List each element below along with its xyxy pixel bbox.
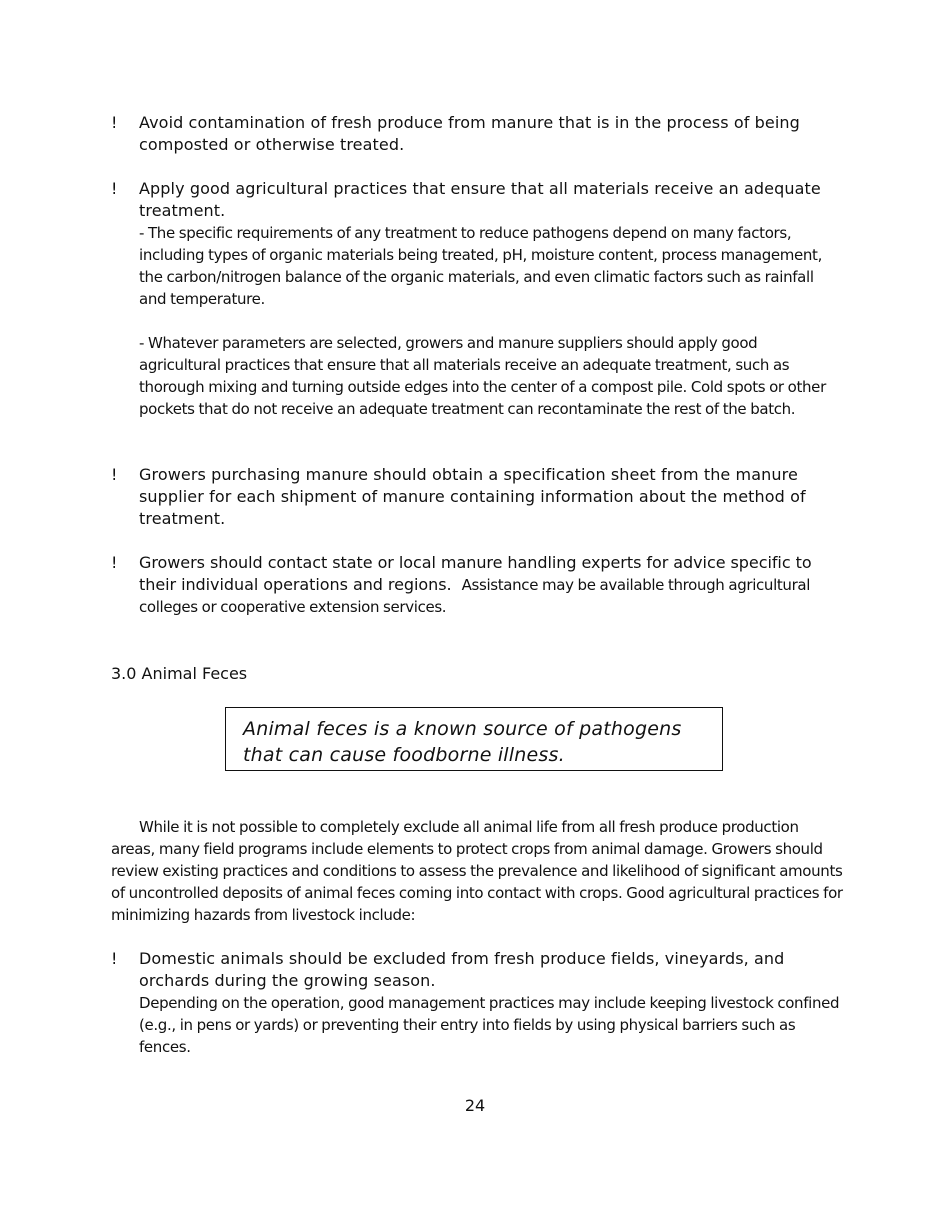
bullet-text: Growers should contact state or local manure handling experts for advice specific to their individual operations and regions. [139, 553, 812, 594]
callout-box: Animal feces is a known source of pathogens that can cause foodborne illness. [225, 707, 723, 771]
section-heading: 3.0 Animal Feces [111, 664, 248, 683]
bullet-marker: ! [111, 465, 118, 484]
bullet-contact-experts [111, 552, 841, 618]
bullet-marker: ! [111, 553, 118, 572]
bullet-marker: ! [111, 113, 118, 132]
bullet-text: Apply good agricultural practices that ensure that all materials receive an adequate treatment. [139, 179, 821, 220]
bullet-detail-management: Depending on the operation, good management practices may include keeping livestock confined (e.g., in pens or yards) or preventing their entry into fields by using physical barriers such as fences. [139, 994, 840, 1056]
bullet-marker: ! [111, 949, 118, 968]
bullet-domestic-animals [111, 948, 841, 1058]
bullet-text-tail: Assistance may be available through agricultural colleges or cooperative extension services. [139, 576, 811, 616]
bullet-marker: ! [111, 179, 118, 198]
bullet-text: Avoid contamination of fresh produce from manure that is in the process of being composted or otherwise treated. [139, 113, 800, 154]
page-number: 24 [464, 1096, 486, 1115]
body-paragraph: While it is not possible to completely exclude all animal life from all fresh produce production areas, many field programs include elements to protect crops from animal damage. Growers should review existing practices and conditions to assess the prevalence and likelihood of significant amounts of uncontrolled deposits of animal feces coming into contact with crops. Good agricultural practices for minimizing hazards from livestock include: [111, 818, 843, 924]
bullet-detail-parameters: - Whatever parameters are selected, growers and manure suppliers should apply good agricultural practices that ensure that all materials receive an adequate treatment, such as thorough mixing and turning outside edges into the center of a compost pile. Cold spots or other pockets that do not receive an adequate treatment can recontaminate the rest of the batch. [139, 334, 826, 418]
bullet-avoid-contamination [111, 112, 841, 156]
bullet-good-practices [111, 178, 841, 420]
bullet-specification-sheet [111, 464, 841, 530]
bullet-text: Growers purchasing manure should obtain a specification sheet from the manure supplier for each shipment of manure containing information about the method of treatment. [139, 465, 806, 528]
bullet-text: Domestic animals should be excluded from fresh produce fields, vineyards, and orchards during the growing season. [139, 949, 785, 990]
bullet-detail-requirements: - The specific requirements of any treatment to reduce pathogens depend on many factors, including types of organic materials being treated, pH, moisture content, process management, the carbon/nitrogen balance of the organic materials, and even climatic factors such as rainfall and temperature. [139, 224, 822, 308]
